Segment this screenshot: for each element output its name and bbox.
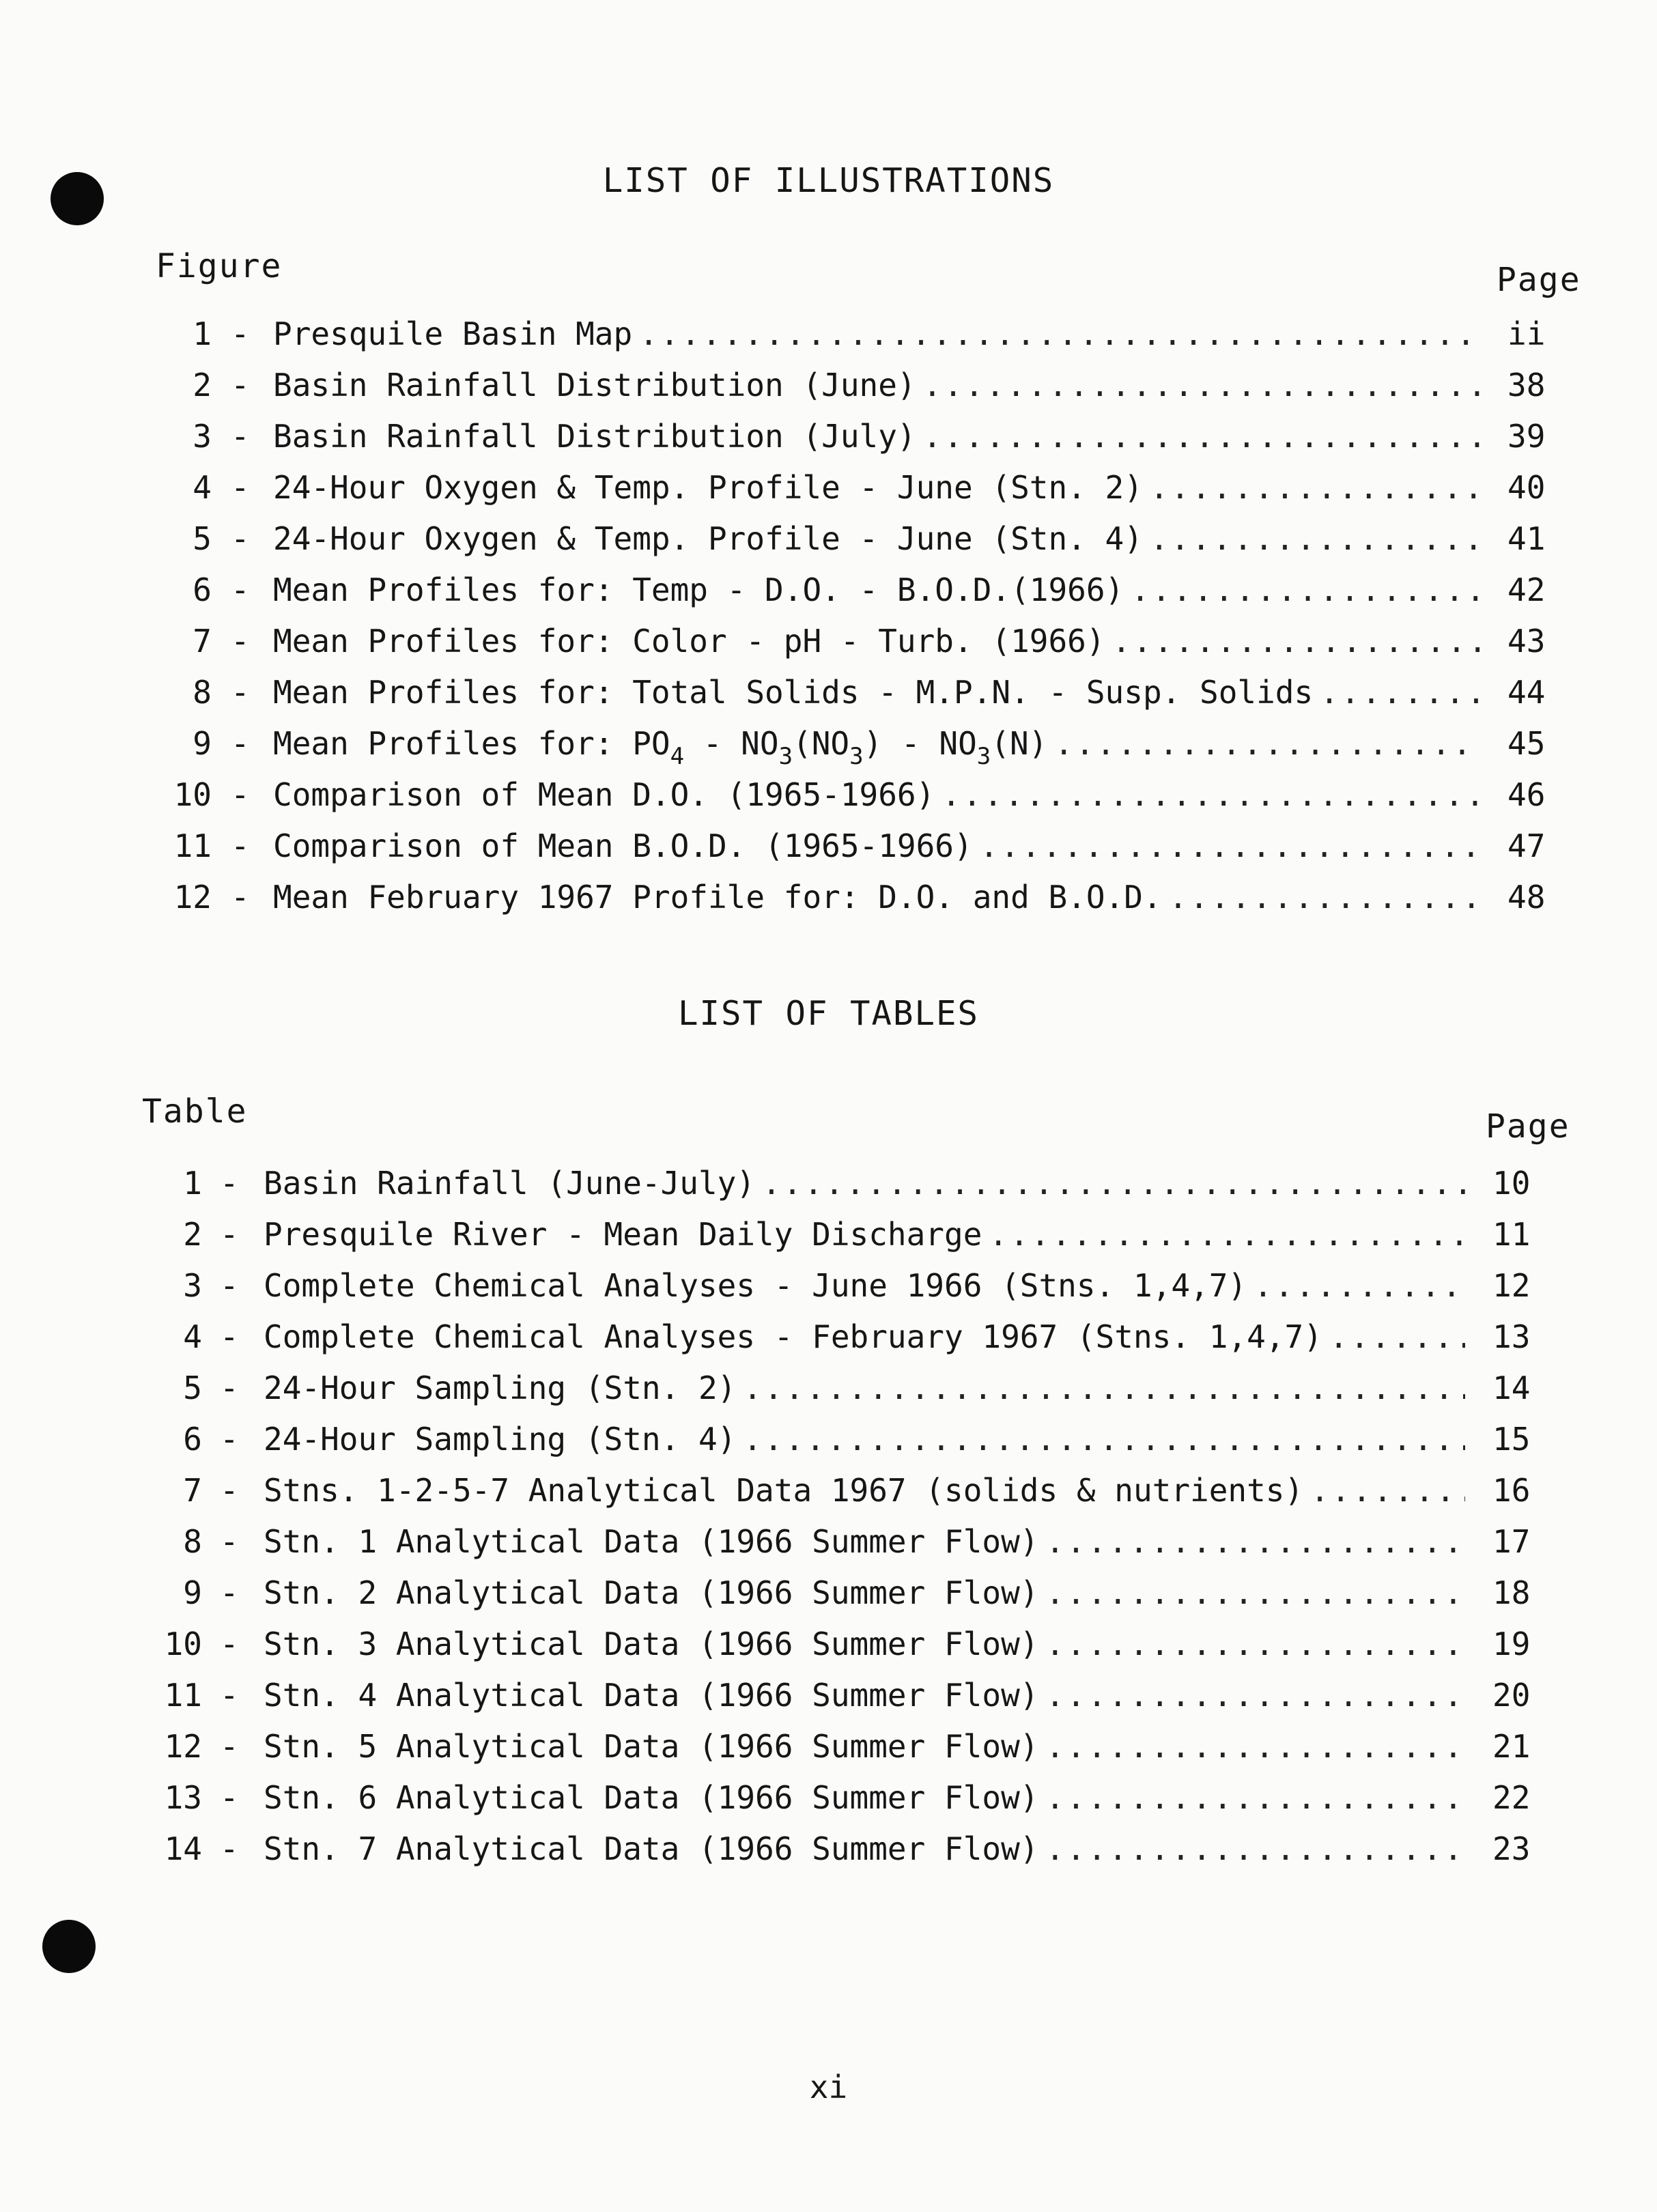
figure-entry [0,623,1657,674]
entry-number: 4 [193,469,212,506]
entry-number: 13 [164,1779,202,1816]
table-entry [0,1421,1657,1472]
entry-page: 15 [1492,1421,1531,1458]
entry-number: 10 [164,1626,202,1662]
table-entry [0,1830,1657,1882]
entry-title-line [273,725,1480,770]
entry-number: 10 [173,776,212,813]
entry-number: 2 [193,367,212,403]
entry-title: Complete Chemical Analyses - February 1967 (Stns. 1,4,7) [264,1318,1322,1355]
table-entry [0,1370,1657,1421]
dot-leader [1045,1523,1465,1560]
entry-title: Mean Profiles for: $PO_4 - NO_3(NO_3) - NO_3(N)$ [273,725,1048,770]
table-entry [0,1677,1657,1728]
dot-leader [1054,725,1480,762]
entry-separator: - [231,315,250,352]
dot-leader [743,1370,1465,1406]
entry-title-line [273,571,1480,608]
dot-leader [1150,520,1480,557]
entry-page: 48 [1507,879,1546,916]
entry-page: 43 [1507,623,1546,660]
table-entry [0,1165,1657,1216]
dot-leader [639,315,1480,352]
entry-title-line [264,1370,1465,1406]
entry-page: 10 [1492,1165,1531,1202]
entry-title: Comparison of Mean B.O.D. (1965-1966) [273,827,973,864]
entry-title-line [273,879,1480,916]
entry-page: 13 [1492,1318,1531,1355]
entry-separator: - [231,418,250,455]
entry-title-line [273,827,1480,864]
dot-leader [743,1421,1465,1458]
entry-separator: - [220,1626,239,1662]
dot-leader [980,827,1480,864]
entry-title-line [273,469,1480,506]
entry-separator: - [220,1574,239,1611]
dot-leader [1112,623,1480,660]
entry-title-line [264,1574,1465,1611]
entry-number: 3 [193,418,212,455]
dot-leader [1254,1267,1465,1304]
entry-title-line [273,674,1480,711]
entry-separator: - [220,1830,239,1867]
dot-leader [941,776,1480,813]
figure-entry [0,571,1657,623]
entry-title-line [264,1830,1465,1867]
entry-separator: - [231,469,250,506]
entry-separator: - [231,879,250,916]
entry-separator: - [231,776,250,813]
entry-page: 46 [1507,776,1546,813]
entry-number: 3 [183,1267,202,1304]
dot-leader [1310,1472,1465,1509]
entry-title-line [264,1267,1465,1304]
entry-page: 23 [1492,1830,1531,1867]
figure-entry [0,776,1657,827]
entry-title: Basin Rainfall Distribution (July) [273,418,916,455]
entry-title: Basin Rainfall Distribution (June) [273,367,916,403]
entry-separator: - [231,571,250,608]
entry-number: 8 [193,674,212,711]
figure-entry [0,725,1657,776]
figure-entry [0,879,1657,930]
dot-leader [1320,674,1480,711]
entry-title: 24-Hour Sampling (Stn. 2) [264,1370,737,1406]
entry-title: 24-Hour Sampling (Stn. 4) [264,1421,737,1458]
table-entry [0,1626,1657,1677]
entry-title-line [264,1779,1465,1816]
entry-separator: - [231,827,250,864]
entry-separator: - [220,1216,239,1253]
entry-number: 8 [183,1523,202,1560]
entry-title-line [264,1523,1465,1560]
figure-entry [0,315,1657,367]
figure-entry [0,418,1657,469]
entry-title: Stn. 6 Analytical Data (1966 Summer Flow) [264,1779,1039,1816]
table-column-label: Table [142,1092,248,1131]
table-entry [0,1318,1657,1370]
entry-number: 14 [164,1830,202,1867]
entry-page: 17 [1492,1523,1531,1560]
dot-leader [1045,1574,1465,1611]
table-entry [0,1267,1657,1318]
entry-page: ii [1507,315,1546,352]
entry-page: 40 [1507,469,1546,506]
entry-page: 14 [1492,1370,1531,1406]
entry-page: 47 [1507,827,1546,864]
entry-title: Mean February 1967 Profile for: D.O. and B.O.D. [273,879,1162,916]
entry-page: 38 [1507,367,1546,403]
figure-entry [0,367,1657,418]
entry-separator: - [231,623,250,660]
dot-leader [1169,879,1480,916]
entry-title-line [264,1421,1465,1458]
entry-number: 11 [173,827,212,864]
entry-separator: - [220,1728,239,1765]
entry-number: 12 [173,879,212,916]
entry-separator: - [231,520,250,557]
illustrations-page-column-label: Page [1497,261,1581,299]
figure-entry [0,469,1657,520]
entry-number: 6 [183,1421,202,1458]
table-entry [0,1728,1657,1779]
entry-separator: - [231,367,250,403]
dot-leader [923,367,1480,403]
entry-number: 4 [183,1318,202,1355]
entry-number: 7 [183,1472,202,1509]
entry-title-line [264,1165,1465,1202]
figure-entry [0,674,1657,725]
entry-number: 2 [183,1216,202,1253]
entry-page: 11 [1492,1216,1531,1253]
entry-page: 21 [1492,1728,1531,1765]
entry-title-line [273,418,1480,455]
table-entry [0,1216,1657,1267]
entry-title-line [264,1677,1465,1714]
entry-separator: - [220,1523,239,1560]
entry-number: 5 [183,1370,202,1406]
entry-title: Mean Profiles for: Temp - D.O. - B.O.D.(1966) [273,571,1124,608]
entry-title: Stn. 1 Analytical Data (1966 Summer Flow) [264,1523,1039,1560]
dot-leader [989,1216,1465,1253]
entry-title: Complete Chemical Analyses - June 1966 (Stns. 1,4,7) [264,1267,1247,1304]
dot-leader [1329,1318,1465,1355]
entry-page: 45 [1507,725,1546,762]
entry-title: 24-Hour Oxygen & Temp. Profile - June (Stn. 4) [273,520,1143,557]
entry-title-line [273,623,1480,660]
entry-title: Stn. 4 Analytical Data (1966 Summer Flow) [264,1677,1039,1714]
entry-title: Presquile River - Mean Daily Discharge [264,1216,982,1253]
dot-leader [762,1165,1465,1202]
entry-number: 6 [193,571,212,608]
entry-page: 12 [1492,1267,1531,1304]
entry-separator: - [231,725,250,762]
entry-page: 22 [1492,1779,1531,1816]
dot-leader [923,418,1480,455]
entry-title: Comparison of Mean D.O. (1965-1966) [273,776,935,813]
figure-column-label: Figure [156,247,283,285]
entry-separator: - [231,674,250,711]
tables-list [0,1165,1657,1882]
table-entry [0,1472,1657,1523]
dot-leader [1131,571,1480,608]
entry-title: 24-Hour Oxygen & Temp. Profile - June (Stn. 2) [273,469,1143,506]
dot-leader [1150,469,1480,506]
entry-separator: - [220,1370,239,1406]
table-entry [0,1779,1657,1830]
table-entry [0,1574,1657,1626]
entry-title-line [264,1626,1465,1662]
entry-number: 7 [193,623,212,660]
entry-title-line [264,1216,1465,1253]
dot-leader [1045,1626,1465,1662]
table-entry [0,1523,1657,1574]
entry-page: 18 [1492,1574,1531,1611]
figure-entry [0,520,1657,571]
punch-hole [42,1920,96,1973]
entry-title: Mean Profiles for: Total Solids - M.P.N. - Susp. Solids [273,674,1314,711]
entry-title-line [273,776,1480,813]
entry-title-line [264,1318,1465,1355]
dot-leader [1045,1677,1465,1714]
entry-title: Stns. 1-2-5-7 Analytical Data 1967 (solids & nutrients) [264,1472,1304,1509]
entry-page: 41 [1507,520,1546,557]
entry-title: Stn. 3 Analytical Data (1966 Summer Flow) [264,1626,1039,1662]
entry-title: Presquile Basin Map [273,315,633,352]
entry-separator: - [220,1165,239,1202]
entry-title: Mean Profiles for: Color - pH - Turb. (1966) [273,623,1105,660]
dot-leader [1045,1779,1465,1816]
entry-separator: - [220,1677,239,1714]
entry-number: 1 [183,1165,202,1202]
entry-page: 19 [1492,1626,1531,1662]
tables-page-column-label: Page [1486,1107,1570,1146]
entry-title: Basin Rainfall (June-July) [264,1165,756,1202]
entry-title-line [264,1728,1465,1765]
entry-title: Stn. 2 Analytical Data (1966 Summer Flow) [264,1574,1039,1611]
entry-title: Stn. 7 Analytical Data (1966 Summer Flow) [264,1830,1039,1867]
entry-title: Stn. 5 Analytical Data (1966 Summer Flow) [264,1728,1039,1765]
entry-number: 1 [193,315,212,352]
entry-page: 44 [1507,674,1546,711]
dot-leader [1045,1830,1465,1867]
illustrations-heading: LIST OF ILLUSTRATIONS [602,161,1055,200]
dot-leader [1045,1728,1465,1765]
entry-number: 11 [164,1677,202,1714]
entry-title-line [264,1472,1465,1509]
entry-page: 16 [1492,1472,1531,1509]
entry-title-line [273,315,1480,352]
entry-separator: - [220,1472,239,1509]
entry-title-line [273,520,1480,557]
entry-number: 9 [193,725,212,762]
tables-heading: LIST OF TABLES [677,994,979,1033]
figure-entry [0,827,1657,879]
entry-page: 39 [1507,418,1546,455]
entry-number: 5 [193,520,212,557]
entry-number: 12 [164,1728,202,1765]
entry-page: 42 [1507,571,1546,608]
page-number: xi [809,2069,848,2105]
illustrations-list [0,315,1657,930]
entry-separator: - [220,1779,239,1816]
entry-title-line [273,367,1480,403]
entry-separator: - [220,1421,239,1458]
entry-separator: - [220,1267,239,1304]
entry-number: 9 [183,1574,202,1611]
entry-separator: - [220,1318,239,1355]
entry-page: 20 [1492,1677,1531,1714]
